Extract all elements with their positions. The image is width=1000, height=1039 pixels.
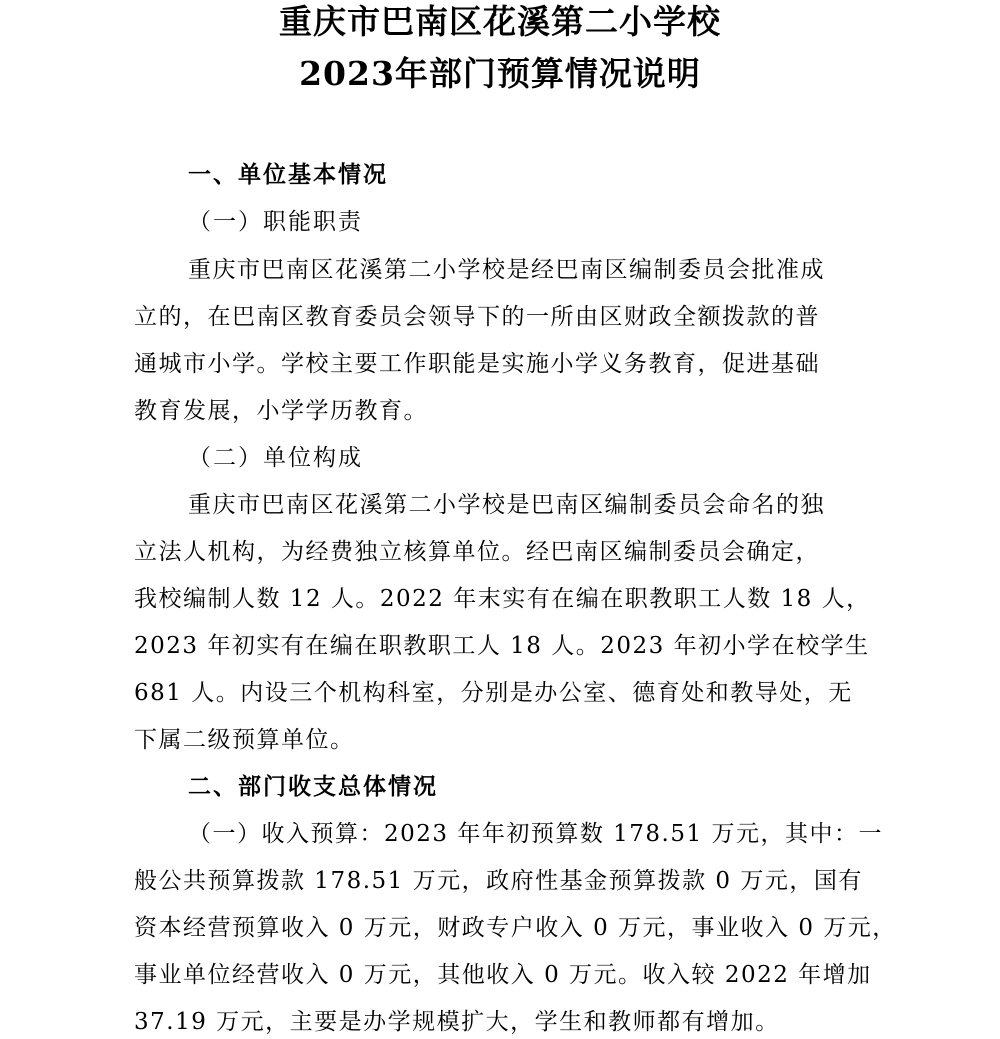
paragraph-line: 资本经营预算收入 0 万元，财政专户收入 0 万元，事业收入 0 万元， <box>134 915 897 941</box>
paragraph-line: 我校编制人数 12 人。2022 年末实有在编在职教职工人数 18 人， <box>134 586 871 612</box>
paragraph-line: 重庆市巴南区花溪第二小学校是经巴南区编制委员会批准成 <box>188 257 825 283</box>
paragraph-line: 下属二级预算单位。 <box>134 727 355 753</box>
paragraph-line: 立的，在巴南区教育委员会领导下的一所由区财政全额拨款的普 <box>134 304 820 330</box>
paragraph-line: 教育发展，小学学历教育。 <box>134 398 428 424</box>
paragraph-line: 通城市小学。学校主要工作职能是实施小学义务教育，促进基础 <box>134 351 820 377</box>
paragraph-line: （一）收入预算：2023 年年初预算数 178.51 万元，其中：一 <box>188 821 883 847</box>
section-1-sub-1-heading: （一）职能职责 <box>188 209 363 235</box>
paragraph-line: 重庆市巴南区花溪第二小学校是巴南区编制委员会命名的独 <box>188 492 825 518</box>
document-title-line-1: 重庆市巴南区花溪第二小学校 <box>279 2 721 41</box>
section-1-sub-2-heading: （二）单位构成 <box>188 445 363 471</box>
paragraph-line: 2023 年初实有在编在职教职工人 18 人。2023 年初小学在校学生 <box>134 633 870 659</box>
section-2-heading: 二、部门收支总体情况 <box>188 773 438 800</box>
paragraph-line: 般公共预算拨款 178.51 万元，政府性基金预算拨款 0 万元，国有 <box>134 868 863 894</box>
paragraph-line: 681 人。内设三个机构科室，分别是办公室、德育处和教导处，无 <box>134 680 853 706</box>
paragraph-line: 37.19 万元，主要是办学规模扩大，学生和教师都有增加。 <box>134 1009 780 1035</box>
document-title-line-2: 2023年部门预算情况说明 <box>299 54 701 93</box>
paragraph-line: 立法人机构，为经费独立核算单位。经巴南区编制委员会确定， <box>134 539 820 565</box>
paragraph-line: 事业单位经营收入 0 万元，其他收入 0 万元。收入较 2022 年增加 <box>134 962 872 988</box>
section-1-heading: 一、单位基本情况 <box>188 161 388 188</box>
